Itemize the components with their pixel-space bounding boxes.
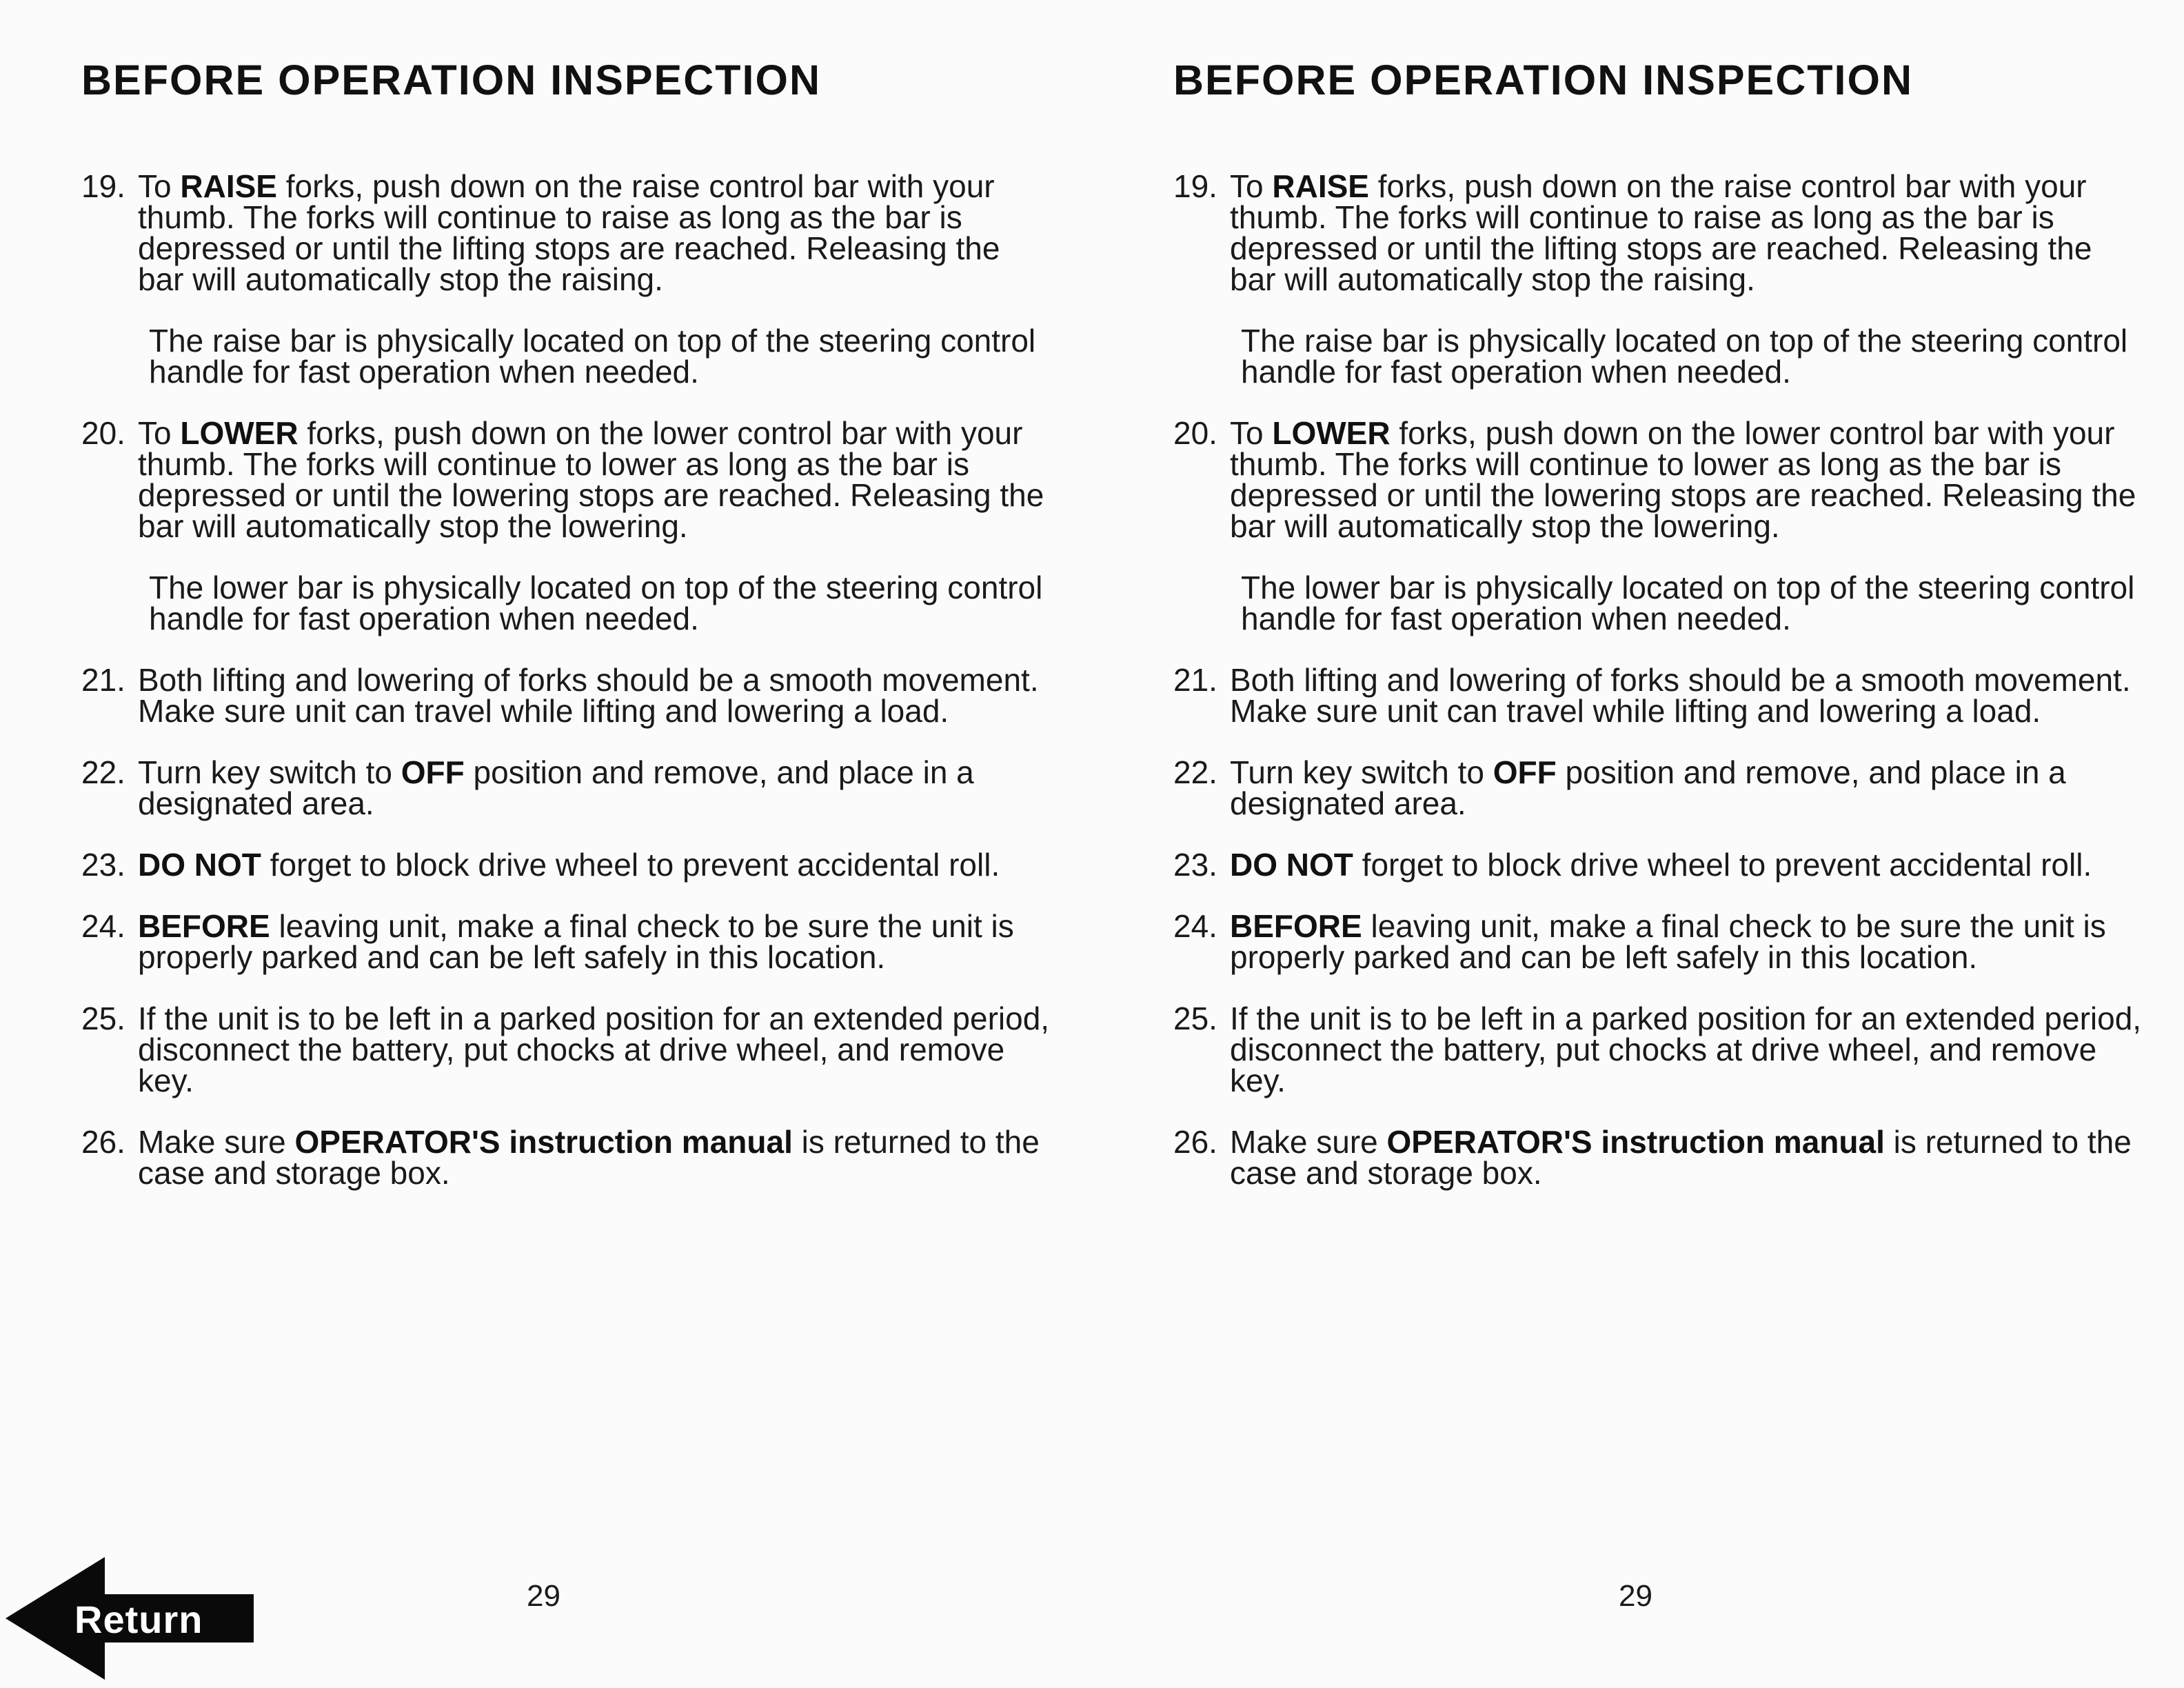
item-text-post: leaving unit, make a final check to be sure the unit is properly parked and can be left safely in this location. (1230, 908, 2106, 975)
list-item-24 (1173, 908, 2145, 975)
item-text-bold: OPERATOR'S instruction manual (1386, 1124, 1885, 1160)
item-number: 19. (81, 168, 125, 204)
list-item-19 (81, 168, 1053, 297)
item-note-19: The raise bar is physically located on top of the steering control handle for fast operation when needed. (1241, 323, 2128, 390)
item-text-bold: RAISE (1272, 168, 1369, 204)
item-number: 21. (1173, 662, 1217, 698)
item-text-post: position and remove, and place in a designated area. (1230, 754, 2066, 821)
item-note-19: The raise bar is physically located on top of the steering control handle for fast operation when needed. (149, 323, 1036, 390)
item-note-20: The lower bar is physically located on top of the steering control handle for fast operation when needed. (149, 570, 1043, 636)
page-number-left: 29 (527, 1579, 560, 1613)
item-number: 24. (1173, 908, 1217, 944)
item-text (138, 847, 1053, 883)
item-number: 24. (81, 908, 125, 944)
list-item-22 (81, 754, 1053, 821)
item-text-post: is returned to the case and storage box. (1230, 1124, 2132, 1191)
list-item-19 (1173, 168, 2145, 297)
item-text-post: forks, push down on the lower control bar with your thumb. The forks will continue to lower as long as the bar is depressed or until the lowering stops are reached. Releasing the bar will automatically stop the lowering. (138, 415, 1044, 544)
item-text-bold: BEFORE (138, 908, 270, 944)
item-text-bold: OPERATOR'S instruction manual (294, 1124, 793, 1160)
item-text (138, 754, 1053, 821)
item-number: 20. (81, 415, 125, 451)
item-note-20: The lower bar is physically located on top of the steering control handle for fast operation when needed. (1241, 570, 2135, 636)
item-text: If the unit is to be left in a parked position for an extended period, disconnect the battery, put chocks at drive wheel, and remove key. (1230, 1001, 2142, 1098)
item-number: 26. (81, 1124, 125, 1160)
item-text-pre: Make sure (138, 1124, 295, 1160)
list-item-25 (81, 1003, 1053, 1096)
list-item-22 (1173, 754, 2145, 821)
item-text-pre: Turn key switch to (138, 754, 401, 790)
item-text-pre: To (138, 415, 181, 451)
list-item-26 (81, 1124, 1053, 1191)
item-text: Both lifting and lowering of forks should be a smooth movement. Make sure unit can travel while lifting and lowering a load. (138, 662, 1039, 729)
item-text-bold: BEFORE (1230, 908, 1362, 944)
list-item-20 (1173, 415, 2145, 544)
item-text-pre: To (1230, 415, 1273, 451)
item-number: 20. (1173, 415, 1217, 451)
item-text (138, 168, 1053, 297)
item-text-bold: DO NOT (1230, 847, 1353, 883)
item-text-post: leaving unit, make a final check to be sure the unit is properly parked and can be left safely in this location. (138, 908, 1014, 975)
item-text-post: forget to block drive wheel to prevent accidental roll. (261, 847, 1000, 883)
item-text-post: forget to block drive wheel to prevent accidental roll. (1353, 847, 2092, 883)
list-item-21 (81, 662, 1053, 729)
return-label: Return (74, 1598, 203, 1641)
item-text (1230, 847, 2145, 883)
item-number: 22. (81, 754, 125, 790)
item-text-bold: DO NOT (138, 847, 261, 883)
item-text: If the unit is to be left in a parked position for an extended period, disconnect the battery, put chocks at drive wheel, and remove key. (138, 1001, 1050, 1098)
list-item-21 (1173, 662, 2145, 729)
item-text-pre: Turn key switch to (1230, 754, 1493, 790)
item-number: 22. (1173, 754, 1217, 790)
list-item-24 (81, 908, 1053, 975)
item-text-post: position and remove, and place in a designated area. (138, 754, 974, 821)
list-item-20 (81, 415, 1053, 544)
right-page (1173, 52, 2145, 1219)
item-number: 25. (1173, 1001, 1217, 1036)
item-text-post: forks, push down on the raise control bar with your thumb. The forks will continue to raise as long as the bar is depressed or until the lifting stops are reached. Releasing the bar will automatically stop the raising. (1230, 168, 2092, 297)
left-page (81, 52, 1053, 1219)
list-item-26 (1173, 1124, 2145, 1191)
item-text-bold: OFF (1493, 754, 1557, 790)
item-text: Both lifting and lowering of forks should be a smooth movement. Make sure unit can travel while lifting and lowering a load. (1230, 662, 2131, 729)
item-text-post: is returned to the case and storage box. (138, 1124, 1040, 1191)
item-number: 25. (81, 1001, 125, 1036)
item-text (1230, 754, 2145, 821)
item-number: 21. (81, 662, 125, 698)
item-text (1230, 168, 2145, 297)
item-text (1230, 1124, 2145, 1191)
item-number: 23. (81, 847, 125, 883)
page-heading: BEFORE OPERATION INSPECTION (81, 57, 822, 103)
page-heading: BEFORE OPERATION INSPECTION (1173, 57, 1914, 103)
item-number: 23. (1173, 847, 1217, 883)
item-text-pre: To (138, 168, 181, 204)
item-text (1230, 908, 2145, 975)
item-text-pre: Make sure (1230, 1124, 1387, 1160)
item-text-bold: RAISE (180, 168, 277, 204)
item-text (138, 1124, 1053, 1191)
item-text-post: forks, push down on the lower control bar with your thumb. The forks will continue to lower as long as the bar is depressed or until the lowering stops are reached. Releasing the bar will automatically stop the lowering. (1230, 415, 2136, 544)
item-text-post: forks, push down on the raise control bar with your thumb. The forks will continue to raise as long as the bar is depressed or until the lifting stops are reached. Releasing the bar will automatically stop the raising. (138, 168, 1000, 297)
page-number-right: 29 (1619, 1579, 1652, 1613)
item-text-bold: OFF (401, 754, 465, 790)
item-text-pre: To (1230, 168, 1273, 204)
item-text (1230, 415, 2145, 544)
item-text (138, 908, 1053, 975)
item-text-bold: LOWER (1272, 415, 1391, 451)
item-text (138, 415, 1053, 544)
item-number: 19. (1173, 168, 1217, 204)
item-text-bold: LOWER (180, 415, 299, 451)
list-item-23 (1173, 847, 2145, 883)
list-item-23 (81, 847, 1053, 883)
item-number: 26. (1173, 1124, 1217, 1160)
return-button[interactable] (6, 1557, 255, 1680)
list-item-25 (1173, 1003, 2145, 1096)
